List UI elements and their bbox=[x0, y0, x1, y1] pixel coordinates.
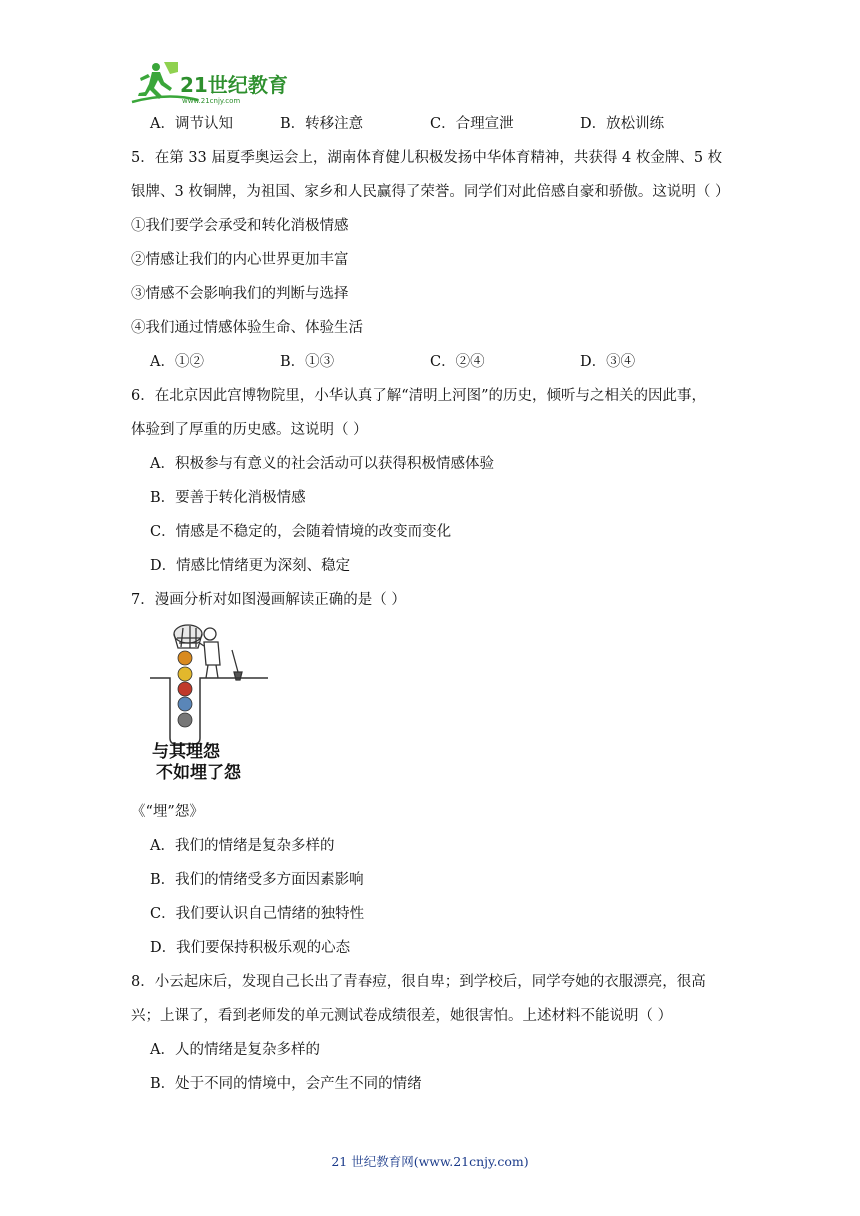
q7-option-b: B．我们的情绪受多方面因素影响 bbox=[150, 872, 364, 888]
q5-item-1: ①我们要学会承受和转化消极情感 bbox=[131, 218, 349, 234]
q5-stem-line1: 5．在第 33 届夏季奥运会上，湖南体育健儿积极发扬中华体育精神，共获得 4 枚金牌、5 枚 bbox=[131, 150, 723, 166]
q5-option-d: D．③④ bbox=[580, 354, 636, 370]
flag-icon bbox=[164, 62, 178, 74]
q6-option-a: A．积极参与有意义的社会活动可以获得积极情感体验 bbox=[150, 456, 494, 472]
logo-text: 21世纪教育 bbox=[180, 73, 288, 97]
q7-option-a: A．我们的情绪是复杂多样的 bbox=[150, 838, 335, 854]
page-footer[interactable]: 21 世纪教育网(www.21cnjy.com) bbox=[331, 1154, 529, 1169]
q6-stem-line2: 体验到了厚重的历史感。这说明（ ） bbox=[131, 422, 368, 438]
cartoon-image bbox=[148, 620, 278, 785]
q8-stem-line2: 兴；上课了，看到老师发的单元测试卷成绩很差，她很害怕。上述材料不能说明（ ） bbox=[131, 1008, 673, 1024]
q5-option-b: B．①③ bbox=[280, 354, 335, 370]
q6-option-b: B．要善于转化消极情感 bbox=[150, 490, 306, 506]
q5-stem-line2: 银牌、3 枚铜牌，为祖国、家乡和人民赢得了荣誉。同学们对此倍感自豪和骄傲。这说明（ ） bbox=[131, 184, 730, 200]
cartoon-text-line2: 不如埋了怨 bbox=[156, 763, 241, 783]
q4-option-a: A．调节认知 bbox=[150, 116, 233, 132]
q7-option-c: C．我们要认识自己情绪的独特性 bbox=[150, 906, 365, 922]
site-logo bbox=[128, 58, 298, 106]
q5-item-4: ④我们通过情感体验生命、体验生活 bbox=[131, 320, 363, 336]
q5-option-c: C．②④ bbox=[430, 354, 485, 370]
q8-stem-line1: 8．小云起床后，发现自己长出了青春痘，很自卑；到学校后，同学夸她的衣服漂亮，很高 bbox=[131, 974, 706, 990]
q5-item-3: ③情感不会影响我们的判断与选择 bbox=[131, 286, 349, 302]
q4-option-b: B．转移注意 bbox=[280, 116, 364, 132]
q8-option-b: B．处于不同的情境中，会产生不同的情绪 bbox=[150, 1076, 422, 1092]
q4-option-c: C．合理宣泄 bbox=[430, 116, 514, 132]
logo-url: www.21cnjy.com bbox=[182, 97, 241, 105]
q6-option-c: C．情感是不稳定的，会随着情境的改变而变化 bbox=[150, 524, 452, 540]
q8-option-a: A．人的情绪是复杂多样的 bbox=[150, 1042, 320, 1058]
q5-option-a: A．①② bbox=[150, 354, 204, 370]
runner-icon bbox=[138, 63, 172, 99]
q7-option-d: D．我们要保持积极乐观的心态 bbox=[150, 940, 351, 956]
q5-item-2: ②情感让我们的内心世界更加丰富 bbox=[131, 252, 349, 268]
q7-caption: 《“埋”怨》 bbox=[131, 804, 204, 820]
q6-option-d: D．情感比情绪更为深刻、稳定 bbox=[150, 558, 351, 574]
q7-stem: 7．漫画分析对如图漫画解读正确的是（ ） bbox=[131, 592, 406, 608]
cartoon-text-line1: 与其埋怨 bbox=[152, 742, 220, 762]
q4-option-d: D．放松训练 bbox=[580, 116, 665, 132]
q6-stem-line1: 6．在北京因此宫博物院里，小华认真了解“清明上河图”的历史，倾听与之相关的因此事， bbox=[131, 388, 707, 404]
